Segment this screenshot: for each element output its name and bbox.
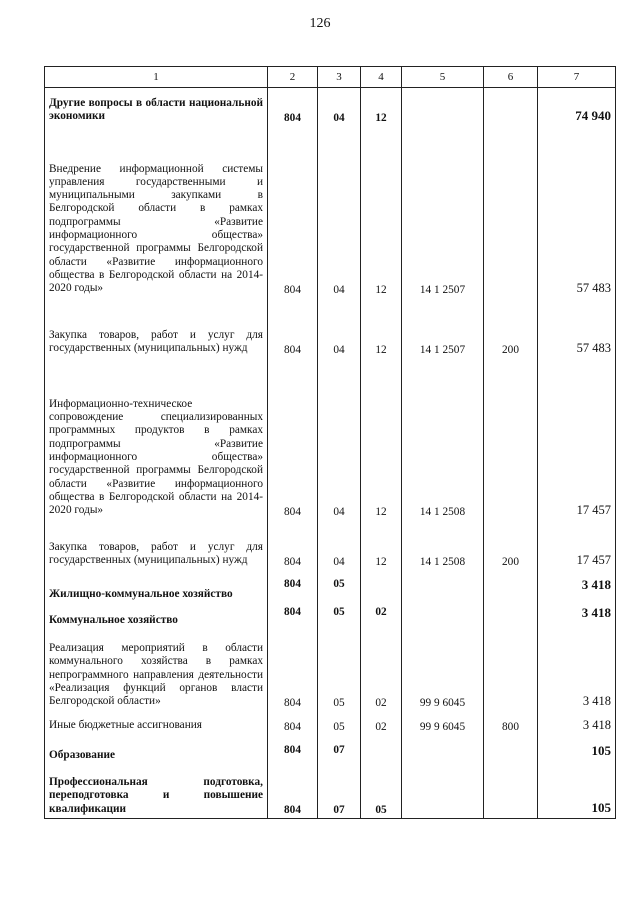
row-col-3: 04: [318, 126, 361, 298]
table-row: [45, 126, 616, 298]
table-row: [45, 298, 616, 358]
row-name: Иные бюджетные ассигнования: [45, 711, 268, 735]
table-row: [45, 735, 616, 765]
row-col-2: 804: [268, 126, 318, 298]
row-name: Профессиональная подготовка, переподготовка и повышение квалификации: [45, 765, 268, 819]
row-col-3: 05: [318, 570, 361, 604]
header-col-3: 3: [318, 67, 361, 88]
row-amount: 74 940: [538, 88, 616, 126]
row-col-5: 14 1 2508: [402, 358, 484, 520]
row-col-4: [361, 570, 402, 604]
row-col-3: 04: [318, 298, 361, 358]
row-amount: 3 418: [538, 630, 616, 711]
row-col-5: [402, 604, 484, 630]
row-col-6: [484, 765, 538, 819]
row-col-4: 02: [361, 711, 402, 735]
row-col-4: 12: [361, 520, 402, 570]
table-row: [45, 520, 616, 570]
row-col-3: 04: [318, 358, 361, 520]
row-amount: 57 483: [538, 126, 616, 298]
row-col-3: 07: [318, 735, 361, 765]
row-col-5: [402, 570, 484, 604]
row-col-3: 04: [318, 88, 361, 126]
row-col-6: [484, 735, 538, 765]
row-col-5: 14 1 2507: [402, 126, 484, 298]
row-col-6: [484, 630, 538, 711]
table-row: [45, 630, 616, 711]
row-col-2: 804: [268, 765, 318, 819]
row-col-6: 800: [484, 711, 538, 735]
row-amount: 3 418: [538, 570, 616, 604]
row-col-3: 07: [318, 765, 361, 819]
row-col-2: 804: [268, 358, 318, 520]
row-col-2: 804: [268, 520, 318, 570]
row-col-5: 99 9 6045: [402, 711, 484, 735]
header-col-2: 2: [268, 67, 318, 88]
row-col-5: [402, 735, 484, 765]
row-col-4: 02: [361, 604, 402, 630]
row-col-2: 804: [268, 604, 318, 630]
header-col-6: 6: [484, 67, 538, 88]
row-col-6: [484, 570, 538, 604]
row-name: Закупка товаров, работ и услуг для государственных (муниципальных) нужд: [45, 298, 268, 358]
table-row: [45, 765, 616, 819]
row-col-5: 99 9 6045: [402, 630, 484, 711]
row-col-3: 05: [318, 604, 361, 630]
table-row: [45, 88, 616, 126]
row-col-6: [484, 604, 538, 630]
row-col-2: 804: [268, 735, 318, 765]
table-row: [45, 711, 616, 735]
row-col-4: 12: [361, 126, 402, 298]
row-col-4: 12: [361, 298, 402, 358]
row-col-2: 804: [268, 711, 318, 735]
header-col-5: 5: [402, 67, 484, 88]
row-col-4: 02: [361, 630, 402, 711]
row-amount: 3 418: [538, 604, 616, 630]
table-header-row: [45, 67, 616, 88]
table-row: [45, 604, 616, 630]
row-col-6: 200: [484, 520, 538, 570]
row-amount: 105: [538, 735, 616, 765]
row-col-6: 200: [484, 298, 538, 358]
row-col-5: 14 1 2507: [402, 298, 484, 358]
row-amount: 3 418: [538, 711, 616, 735]
row-col-3: 05: [318, 630, 361, 711]
row-col-5: [402, 765, 484, 819]
row-col-5: 14 1 2508: [402, 520, 484, 570]
table-row: [45, 358, 616, 520]
row-col-4: 12: [361, 358, 402, 520]
row-amount: 17 457: [538, 520, 616, 570]
header-col-7: 7: [538, 67, 616, 88]
header-col-1: 1: [45, 67, 268, 88]
row-amount: 17 457: [538, 358, 616, 520]
row-col-3: 05: [318, 711, 361, 735]
row-col-2: 804: [268, 570, 318, 604]
row-col-4: [361, 735, 402, 765]
row-col-2: 804: [268, 298, 318, 358]
table-row: [45, 570, 616, 604]
row-name: Внедрение информационной системы управления государственными и муниципальными закупками в Белгородской области в рамках подпрограммы «Развитие информационного общества» государственной программы Белгородской области «Развитие информационного общества в Белгородской области на 2014-2020 годы»: [45, 126, 268, 298]
row-col-2: 804: [268, 88, 318, 126]
row-name: Информационно-техническое сопровождение специализированных программных продуктов в рамках подпрограммы «Развитие информационного общества» государственной программы Белгородской области «Развитие информационного общества в Белгородской области на 2014-2020 годы»: [45, 358, 268, 520]
row-name: Коммунальное хозяйство: [45, 604, 268, 630]
row-name: Закупка товаров, работ и услуг для государственных (муниципальных) нужд: [45, 520, 268, 570]
row-name: Образование: [45, 735, 268, 765]
row-col-4: 05: [361, 765, 402, 819]
budget-table: [44, 66, 616, 819]
header-col-4: 4: [361, 67, 402, 88]
row-name: Другие вопросы в области национальной экономики: [45, 88, 268, 126]
row-col-6: [484, 126, 538, 298]
row-col-6: [484, 358, 538, 520]
row-col-3: 04: [318, 520, 361, 570]
row-col-5: [402, 88, 484, 126]
row-amount: 57 483: [538, 298, 616, 358]
row-col-4: 12: [361, 88, 402, 126]
row-col-6: [484, 88, 538, 126]
row-name: Жилищно-коммунальное хозяйство: [45, 570, 268, 604]
row-name: Реализация мероприятий в области коммунального хозяйства в рамках непрограммного направления деятельности «Реализация функций органов власти Белгородской области»: [45, 630, 268, 711]
row-col-2: 804: [268, 630, 318, 711]
page-number: 126: [309, 16, 331, 31]
row-amount: 105: [538, 765, 616, 819]
